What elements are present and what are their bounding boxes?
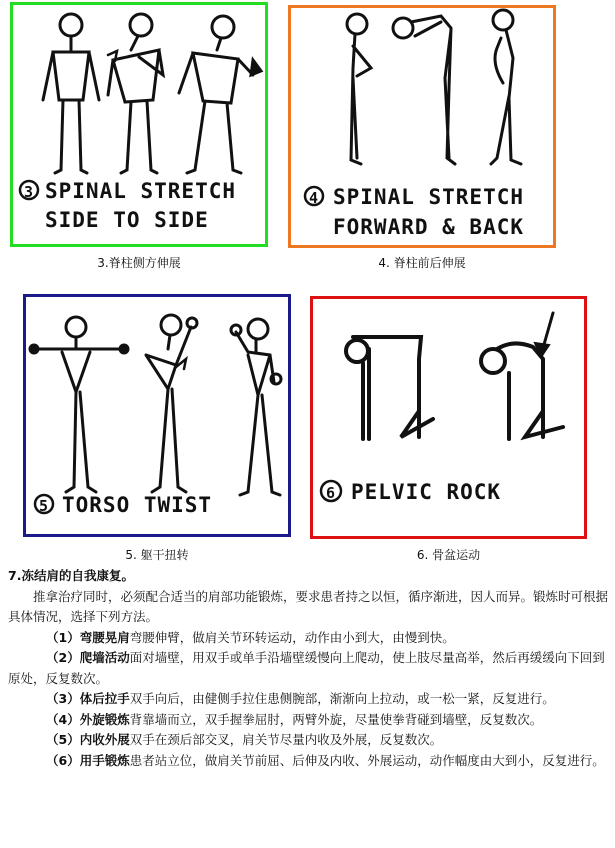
panel-label-line1: PELVIC ROCK — [351, 480, 502, 504]
list-item: （4）外旋锻炼背靠墙而立，双手握拳屈肘，两臂外旋，尽量使拳背碰到墙壁，反复数次。 — [46, 711, 543, 727]
list-item: （6）用手锻炼患者站立位，做肩关节前屈、后伸及内收、外展运动，动作幅度由大到小，反复进行。 — [46, 752, 605, 768]
panel-label-line2: SIDE TO SIDE — [45, 208, 209, 232]
figure-illustration — [291, 8, 553, 245]
intro-paragraph: 推拿治疗同时，必须配合适当的肩部功能锻炼，要求患者持之以恒，循序渐进，因人而异。锻炼时可根据具体情况，选择下列方法。 — [8, 588, 609, 624]
panel-number: 3 — [24, 183, 35, 201]
list-item: （5）内收外展双手在颈后部交叉，肩关节尽量内收及外展，反复数次。 — [46, 732, 443, 747]
panel-label-line1: SPINAL STRETCH — [45, 179, 237, 203]
caption-6: 6. 骨盆运动 — [416, 548, 481, 562]
panel-spinal-stretch-side — [10, 2, 268, 247]
caption-5: 5. 躯干扭转 — [125, 548, 189, 562]
panel-number: 4 — [309, 189, 320, 207]
panel-number: 5 — [39, 497, 50, 515]
panel-torso-twist — [23, 294, 291, 537]
list-item: （3）体后拉手双手向后，由健侧手拉住患侧腕部，渐渐向上拉动，或一松一紧，反复进行。 — [46, 691, 555, 706]
panel-label-line2: FORWARD & BACK — [333, 215, 525, 239]
panel-pelvic-rock — [310, 296, 587, 539]
figure-illustration — [313, 299, 584, 536]
list-item: （2）爬墙活动面对墙壁，用双手或单手沿墙壁缓慢向上爬动，使上肢尽量高举，然后再缓缓向下回到原处，反复数次。 — [8, 650, 605, 686]
rehab-text — [8, 566, 608, 771]
panel-label-line1: SPINAL STRETCH — [333, 185, 525, 209]
caption-4: 4. 脊柱前后伸展 — [378, 256, 466, 270]
panel-spinal-stretch-forward — [288, 5, 556, 248]
panel-number: 6 — [326, 484, 337, 502]
caption-3: 3.脊柱侧方伸展 — [97, 256, 181, 270]
figure-illustration — [26, 297, 288, 534]
figure-illustration — [13, 5, 265, 244]
list-item: （1）弯腰晃肩弯腰伸臂，做肩关节环转运动，动作由小到大，由慢到快。 — [46, 629, 455, 645]
section-heading: 7.冻结肩的自我康复。 — [8, 568, 134, 583]
panel-label-line1: TORSO TWIST — [62, 493, 213, 517]
